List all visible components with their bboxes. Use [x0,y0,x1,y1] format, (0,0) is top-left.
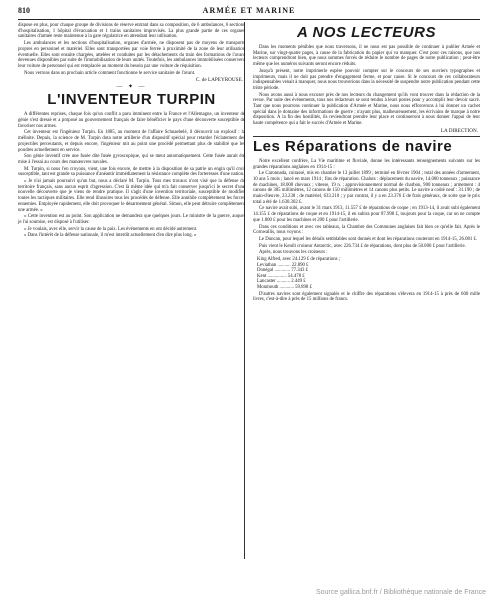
section-rule [253,136,480,137]
paragraph: Nous verrons dans un prochain article comment fonctionne le service sanitaire de l'avant. [24,70,196,76]
list-item: Monmouth ............ 59.898 £ [257,285,312,291]
right-column [253,23,480,304]
paragraph: « Cette invention est au point. Son application ne demandera que quelques jours. Le ministre de la guerre, auquel je l'ai soumise, est disposé à l'utiliser. [18,214,245,225]
page-header [18,6,480,18]
list-item: Donégal ............. 77.343 £ [257,268,309,274]
paragraph: Puis vient le Kenilt croiseur Antarctic, avec 226.734 £ de réparations, dont plus de 50.000 £ pour l'artillerie. [259,243,466,249]
source-credit: Source gallica.bnf.fr / Bibliothèque nationale de France [315,589,486,596]
page-number: 810 [18,6,30,15]
signature: C. de LAPEYROUSE. [195,77,243,84]
paragraph: D'autres navires sont également signalés et le chiffre des réparations s'élevera en 1914-15 à près de 600 mille livres, c'est-à-dire à près de 15 millions de francs. [253,291,480,303]
separator-ornament: — ✦ — [116,84,147,91]
paragraph: Nous avons aussi à nous excuser près de nos lecteurs du changement qu'ils vont trouver dans la rédaction de la revue. Par suite des événements, tous nos rédacteurs se sont rendus à leurs postes pour y accomplir leur devoir sacré. Tant que nous pourrons continuer la publication d'Armée et Marine, nous nous efforcerons à lui donner un cachet spécial dans le domaine des informations de guerre ; n'ayant plus, malheureusement, les écrivains de marque à notre disposition. À la fin des hostilités, ils reviendront prendre leur place et continueront à nous donner l'appui de leur haute compétence qui a fait le succès d'Armée et Marine. [253,92,480,127]
list-item: King Alfred, avec 24.129 £ de réparations ; [257,257,340,263]
article-title-turpin: L'INVENTEUR TURPIN [47,91,216,109]
article-title-lecteurs: A NOS LECTEURS [297,24,436,41]
ship-list [257,257,480,291]
paragraph: Les ambulances et les sections d'hospitalisation, organes d'armée, ne disposent pas de moyens de transports propres en personnel et matériel. Elles sont transportées par voie ferrée à proximité de la zone de leur utilisation éventuelle. Elles sont ensuite chargées, attelées et conduites par les détachements du train des formations de l'avant devenues disponibles par suite de l'immobilisation de leurs unités. Toutefois, les ambulances immobilisées conservent leur voiture de personnel qui est remplacée au moment du besoin par une voiture de réquisition. [18,41,245,69]
paragraph: A différentes reprises, chaque fois qu'un conflit a paru imminent entre la France et l'Allemagne, un inventeur de génie s'est dressé et a proposé au gouvernement français de faire bénéficier le pays d'une découverte susceptible de favoriser nos armes. [18,112,245,129]
list-item: Leviathan ........... 22.890 £ [257,262,309,268]
paragraph: Son génie inventif crée une fusée dite fusée gyroscopique, qui se meut automatiquement. Cette fusée aurait été mise à l'essai au cours des manœuvres navales. [18,154,245,165]
article-title-reparations: Les Réparations de navire [253,137,453,155]
paragraph: Jusqu'à présent, notre imprimerie espère pouvoir compter sur le concours de ses ouvriers typographes et imprimeurs, mais il ne doit pas prendre d'engagement ferme, et pour cause. Si le concours de ces collaborateurs indispensables venait à manquer, nous nous trouverions dans la nécessité de suspendre notre publication pendant cette triste période. [253,68,480,91]
paragraph: Ce navire avait subi, avant le 31 mars 1913, 11.557 £ de réparations de coque ; en 1913-14, il avait subi également 14.155 £ de réparations de coque et en 1914-15, il en subira pour 87.998 £, toujours pour la coque, car on ne compte que 1.800 £ pour les machines et 200 £ pour l'artillerie. [253,206,480,223]
paragraph: dispose en plus, pour chaque groupe de divisions de réserve entrant dans sa composition, de 6 ambulances, 6 sections d'hospitalisation, 1 hôpital d'évacuation et 1 trains sanitaires improvisés. La plus grande partie de ces organes sanitaires d'armée reste maintenue à la gare régulatrice en attendant leur utilisation. [18,23,245,40]
paragraph: Dans ces conditions et avec ces tableaux, la Chambre des Communes anglaises fait bien ce qu'elle fait. Après le Cornwallis, nous voyons : [253,224,480,236]
left-column [18,23,245,240]
paragraph: Dans les moments pénibles que nous traversons, il ne nous est pas possible de continuer à publier Armée et Marine, sur vingt-quatre pages, à cause de la fabrication du papier qui va manquer. C'est pour ces raisons, que nos lecteurs comprendront bien, que nous sommes forcés de réduire le nombre de pages de notre publication ; peut-être même que les numéros suivants seront encore réduits. [253,45,480,68]
paragraph: Après, nous trouvons les croiseurs : [259,250,328,256]
signature: LA DIRECTION. [440,127,478,134]
paragraph: « Dans l'intérêt de la défense nationale, il m'est interdit actuellement d'en dire plus long. » [24,233,197,239]
publication-title: ARMÉE ET MARINE [202,6,296,15]
list-item: Lancaster ........... 2.449 £ [257,279,306,285]
paragraph: M. Turpin, si nous l'en croyons, vient, une fois encore, de mettre à la disposition de sa patrie un engin qu'il croit susceptible, tant est grande sa puissance d'anéantir immédiatement la résistance complète des forteresses d'une nation. [18,166,245,178]
paragraph: Notre excellent confrère, La Vie maritime et fluviale, donne les intéressants renseignements suivants sur les grandes réparations anglaises en 1914-15 : [253,158,480,170]
paragraph: Le Caronnada, cuirassé, mis en chantier le 13 juillet 1899 ; terminé en février 1904 ; total des années d'armement, 10 ans 5 mois ; lancé en mars 1914 ; fins de réparation. Chaluts : déplacement du navire, 14.000 tonneaux ; puissance de machines, 18.000 chevaux ; vitesse, 19 n. ; approvisionnement normal de charbon, 900 tonneaux ; armement : 4 canons de 305 millimètres, 12 canons de 150 millimètres et 14 canons plus petits. Le navire a coûté neuf : 31.190 ; de main-d'œuvre, 23.238 ; de matériel, 633.210 ; y par contrat, il y a en 23.376 £ de frais généraux, de sorte que le prix total a été de 1.630.302 £. [253,171,480,205]
paragraph: « Je voulais, avec elle, servir la cause de la paix. Les événements en ont décidé autrement. [24,226,198,232]
list-item: Kent ................ 54.478 £ [257,273,305,279]
paragraph: Cet inventeur est l'ingénieur Turpin. En 1885, au moment de l'affaire Schnaebelé, il découvrit un explosif : la mélinite. Depuis, la science de M. Turpin dota notre artillerie d'un dispositif spécial pour retarder l'éclatement des projectiles perceutants, et depuis encore, l'ingénieur mit au point une procédé permettant plus de stabilité que les poudres actuellement en service. [18,130,245,153]
paragraph: Le Duncan, pour lequel les détails semblables sont donnés et dont les réparations couteront en 1914-15, 26.081 £. [259,236,478,242]
header-rule [18,19,480,20]
paragraph: « Je n'ai jamais poursuivi qu'un but, nous a déclaré M. Turpin. Tous mes travaux n'ont visé que la défense du territoire français, sans aucun esprit d'agression. C'est là même idée qui m'a fait conserver jusqu'ici le secret d'une nouvelle découverte que je viens de rendre pratique. Il s'agit d'une invention territoriale, susceptible de modifier toutes les tactiques militaires. Elle rend illusoires tous les procédés de défense. Elle annihile complètement les forces ennemies. Employée rapidement, elle doit provoquer le désarmement général. Simon, elle peut détruire complètement une armée. » [18,179,245,213]
